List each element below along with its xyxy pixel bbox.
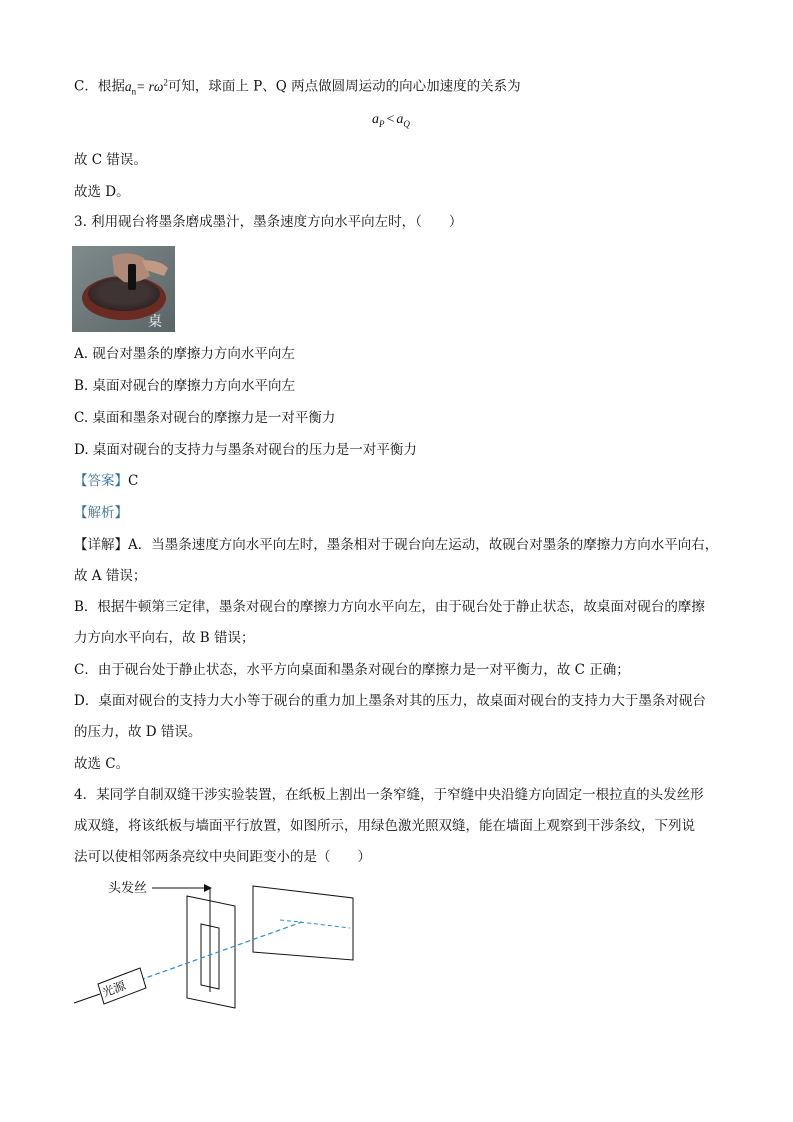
detail-line: 【详解】A．当墨条速度方向水平向左时，墨条相对于砚台向左运动，故砚台对墨条的摩擦力方向水平向右， bbox=[74, 537, 719, 553]
photo-label: 桌 bbox=[148, 314, 162, 330]
q3-option-a: A. 砚台对墨条的摩擦力方向水平向左 bbox=[74, 346, 295, 362]
q3-option-c: C. 桌面和墨条对砚台的摩擦力是一对平衡力 bbox=[74, 410, 336, 426]
answer-value: C bbox=[128, 473, 139, 489]
relation-sub1: P bbox=[379, 118, 385, 129]
relation-formula bbox=[372, 112, 410, 129]
inkstone-photo bbox=[72, 246, 175, 332]
hair-label: 头发丝 bbox=[108, 881, 148, 896]
q2-c-wrong: 故 C 错误。 bbox=[74, 152, 147, 168]
analysis-tag: 【解析】 bbox=[74, 505, 128, 521]
relation-a2: a bbox=[396, 112, 404, 127]
detail-line: 力方向水平向右，故 B 错误； bbox=[74, 630, 255, 646]
q3-option-d: D. 桌面对砚台的支持力与墨条对砚台的压力是一对平衡力 bbox=[74, 442, 417, 458]
source-label: 光源 bbox=[100, 978, 128, 1000]
formula-rw-sup: 2 bbox=[163, 77, 168, 87]
q2-c-prefix: C．根据 bbox=[74, 78, 125, 95]
detail-line: 的压力，故 D 错误。 bbox=[74, 724, 202, 740]
formula-an-a: a bbox=[124, 78, 132, 94]
q3-stem: 3. 利用砚台将墨条磨成墨汁，墨条速度方向水平向左时，（ ） bbox=[74, 214, 463, 230]
detail-line: D．桌面对砚台的支持力大小等于砚台的重力加上墨条对其的压力，故桌面对砚台的支持力大于墨条对砚台 bbox=[74, 693, 706, 709]
relation-op: < bbox=[386, 112, 395, 127]
q2-c-suffix: 可知，球面上 P、Q 两点做圆周运动的向心加速度的关系为 bbox=[167, 78, 521, 95]
formula-rw bbox=[136, 79, 168, 94]
detail-line: B．根据牛顿第三定律，墨条对砚台的摩擦力方向水平向左，由于砚台处于静止状态，故桌面对砚台的摩擦 bbox=[74, 599, 705, 615]
q2-option-c-line bbox=[74, 72, 521, 101]
q4-stem-line: 4．某同学自制双缝干涉实验装置，在纸板上割出一条窄缝，于窄缝中央沿缝方向固定一根拉直的头发丝形 bbox=[74, 787, 704, 803]
formula-rw-body: = rω bbox=[136, 78, 164, 94]
relation-a1: a bbox=[372, 112, 379, 127]
answer-tag: 【答案】 bbox=[74, 473, 128, 489]
detail-line: 故 A 错误； bbox=[74, 568, 147, 584]
q4-stem-line: 成双缝，将该纸板与墙面平行放置，如图所示，用绿色激光照双缝，能在墙面上观察到干涉条纹，下列说 bbox=[74, 818, 695, 834]
formula-an bbox=[124, 78, 137, 97]
detail-line: C．由于砚台处于静止状态，水平方向桌面和墨条对砚台的摩擦力是一对平衡力，故 C 正确； bbox=[74, 662, 630, 678]
double-slit-figure bbox=[70, 876, 370, 1020]
q3-answer-line bbox=[74, 471, 138, 491]
q2-choose: 故选 D。 bbox=[74, 184, 130, 200]
detail-line: 故选 C。 bbox=[74, 756, 130, 772]
relation-sub2: Q bbox=[403, 118, 410, 129]
q3-option-b: B. 桌面对砚台的摩擦力方向水平向左 bbox=[74, 378, 296, 394]
formula-an-sub: n bbox=[131, 86, 137, 97]
q4-stem-line: 法可以使相邻两条亮纹中央间距变小的是（ ） bbox=[74, 849, 371, 865]
